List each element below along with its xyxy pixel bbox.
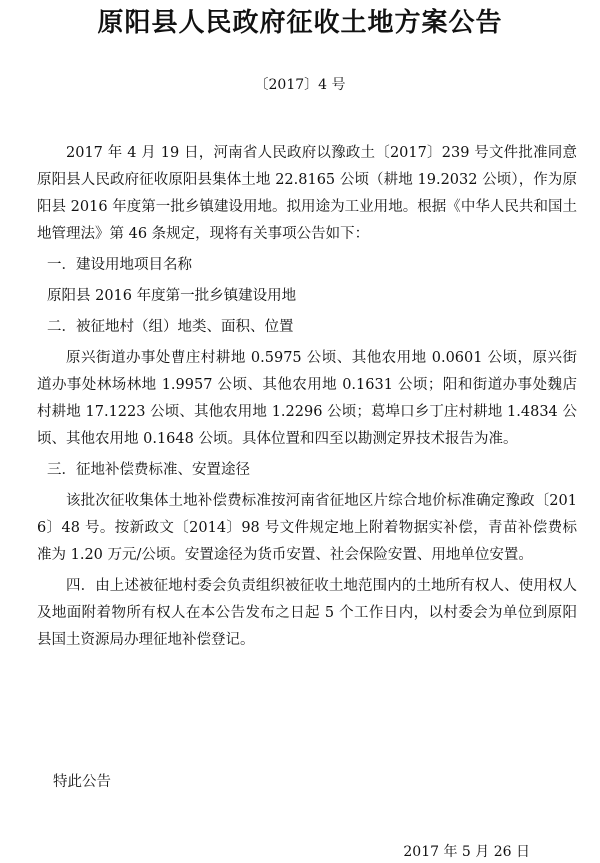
intro-paragraph: 2017 年 4 月 19 日，河南省人民政府以豫政土〔2017〕239 号文件批准同意原阳县人民政府征收原阳县集体土地 22.8165 公顷（耕地 19.2032 公顷），作为原阳县 2016 年度第一批乡镇建设用地。拟用途为工业用地。根据《中华人民共和国土地管理法》第 46 条规定，现将有关事项公告如下： — [37, 145, 577, 242]
document-number: 〔2017〕4 号 — [254, 77, 346, 93]
section-3-text: 该批次征收集体土地补偿费标准按河南省征地区片综合地价标准确定豫政〔2016〕48 号。按新政文〔2014〕98 号文件规定地上附着物据实补偿，青苗补偿费标准为 1.20 万元/公顷。安置途径为货币安置、社会保险安置、用地单位安置。 — [37, 493, 577, 563]
section-3-heading: 三．征地补偿费标准、安置途径 — [47, 462, 250, 478]
closing-remark: 特此公告 — [53, 774, 111, 790]
section-1-heading: 一．建设用地项目名称 — [47, 257, 192, 273]
document-body — [37, 140, 577, 658]
section-2-text: 原兴街道办事处曹庄村耕地 0.5975 公顷、其他农用地 0.0601 公顷，原兴街道办事处林场林地 1.9957 公顷、其他农用地 0.1631 公顷；阳和街道办事处魏店村耕地 17.1223 公顷、其他农用地 1.2296 公顷；葛埠口乡丁庄村耕地 1.4834 公顷、其他农用地 0.1648 公顷。具体位置和四至以勘测定界技术报告为准。 — [37, 350, 577, 447]
announcement-date: 2017 年 5 月 26 日 — [403, 844, 530, 860]
section-1-text: 原阳县 2016 年度第一批乡镇建设用地 — [47, 288, 297, 304]
section-4-text: 四．由上述被征地村委会负责组织被征收土地范围内的土地所有权人、使用权人及地面附着物所有权人在本公告发布之日起 5 个工作日内，以村委会为单位到原阳县国土资源局办理征地补偿登记。 — [37, 578, 577, 648]
document-title: 原阳县人民政府征收土地方案公告 — [97, 8, 503, 38]
section-2-heading: 二．被征地村（组）地类、面积、位置 — [47, 319, 294, 335]
